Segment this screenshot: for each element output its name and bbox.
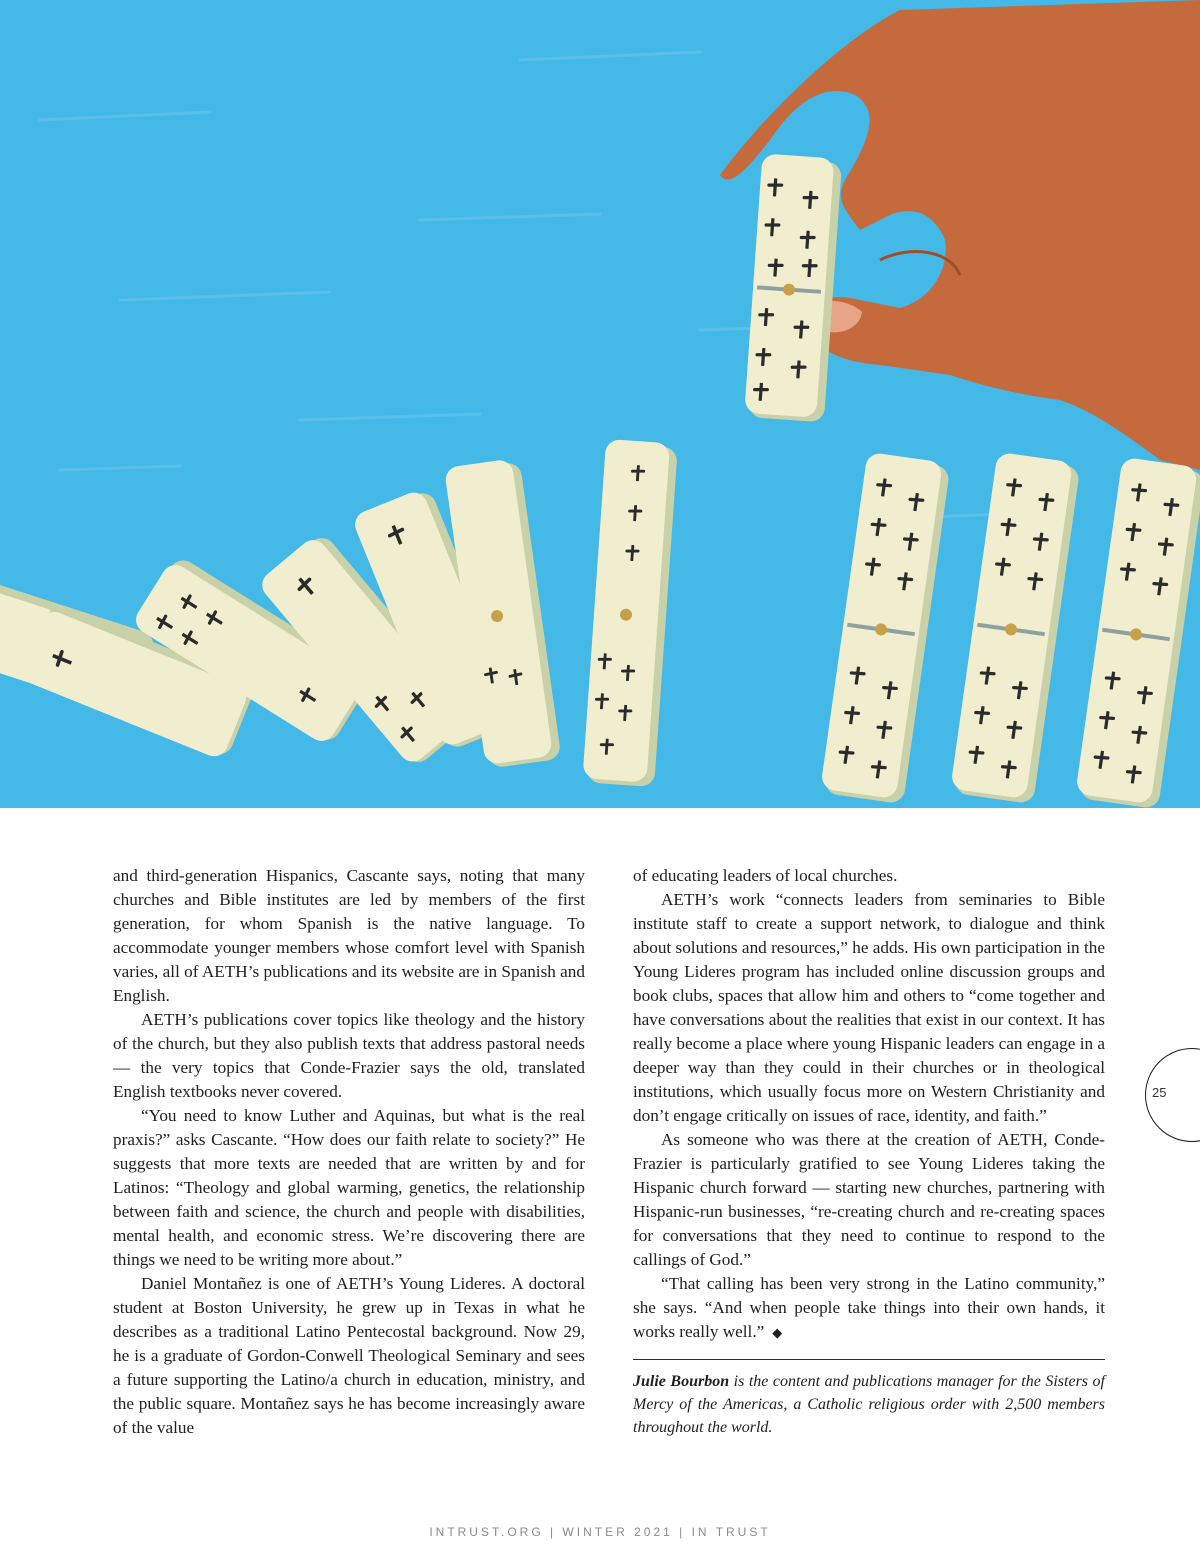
- article-paragraph: AETH’s publications cover topics like theology and the history of the church, but they also publish texts that address pastoral needs — the very topics that Conde-Frazier says the old, translated English textbooks never covered.: [113, 1010, 585, 1101]
- article-column-left: [113, 864, 585, 1440]
- final-paragraph-text: “That calling has been very strong in the Latino community,” she says. “And when people take things into their own hands, it works really well.”: [633, 1274, 1105, 1341]
- author-name: Julie Bourbon: [633, 1373, 730, 1390]
- page-footer: INTRUST.ORG | WINTER 2021 | IN TRUST: [429, 1525, 771, 1539]
- article-paragraph-final: [633, 1272, 1105, 1345]
- end-mark-icon: ◆: [772, 1325, 783, 1340]
- page-number: 25: [1152, 1085, 1167, 1100]
- article-paragraph: AETH’s work “connects leaders from seminaries to Bible institute staff to create a support network, to dialogue and think about solutions and resources,” he adds. His own participation in the Young Lideres program has included online discussion groups and book clubs, spaces that allow him and others to “come together and have conversations about the realities that exist in our context. It has really become a place where young Hispanic leaders can engage in a deeper way than they could in their churches or in theological institutions, which usually focus more on Western Christianity and don’t engage critically on issues of race, identity, and faith.”: [633, 890, 1105, 1125]
- article-paragraph: of educating leaders of local churches.: [633, 866, 898, 885]
- author-bio-text: is the content and publications manager for the Sisters of Mercy of the Americas, a Catholic religious order with 2,500 members throughout the world.: [633, 1373, 1106, 1436]
- article-paragraph: Daniel Montañez is one of AETH’s Young Lideres. A doctoral student at Boston University, he grew up in Texas in what he describes as a traditional Latino Pentecostal background. Now 29, he is a graduate of Gordon-Conwell Theological Seminary and sees a future supporting the Latino/a church in education, ministry, and the public square. Montañez says he has become increasingly aware of the value: [113, 1274, 585, 1437]
- bio-divider: [633, 1359, 1105, 1360]
- author-bio: [633, 1370, 1105, 1439]
- article-paragraph: and third-generation Hispanics, Cascante says, noting that many churches and Bible institutes are led by members of the first generation, for whom Spanish is the native language. To accommodate younger members whose comfort level with Spanish varies, all of AETH’s publications and its website are in Spanish and English.: [113, 866, 585, 1005]
- article-paragraph: As someone who was there at the creation of AETH, Conde-Frazier is particularly gratified to see Young Lideres taking the Hispanic church forward — starting new churches, partnering with Hispanic-run businesses, “re-creating church and re-creating spaces for conversations that they need to continue to respond to the callings of God.”: [633, 1130, 1105, 1269]
- article-column-right: [633, 864, 1105, 1439]
- article-paragraph: “You need to know Luther and Aquinas, but what is the real praxis?” asks Cascante. “How does our faith relate to society?” He suggests that more texts are needed that are written by and for Latinos: “Theology and global warming, genetics, the relationship between faith and science, the church and people with disabilities, mental health, and economic stress. We’re discovering there are things we need to be writing more about.”: [113, 1106, 585, 1269]
